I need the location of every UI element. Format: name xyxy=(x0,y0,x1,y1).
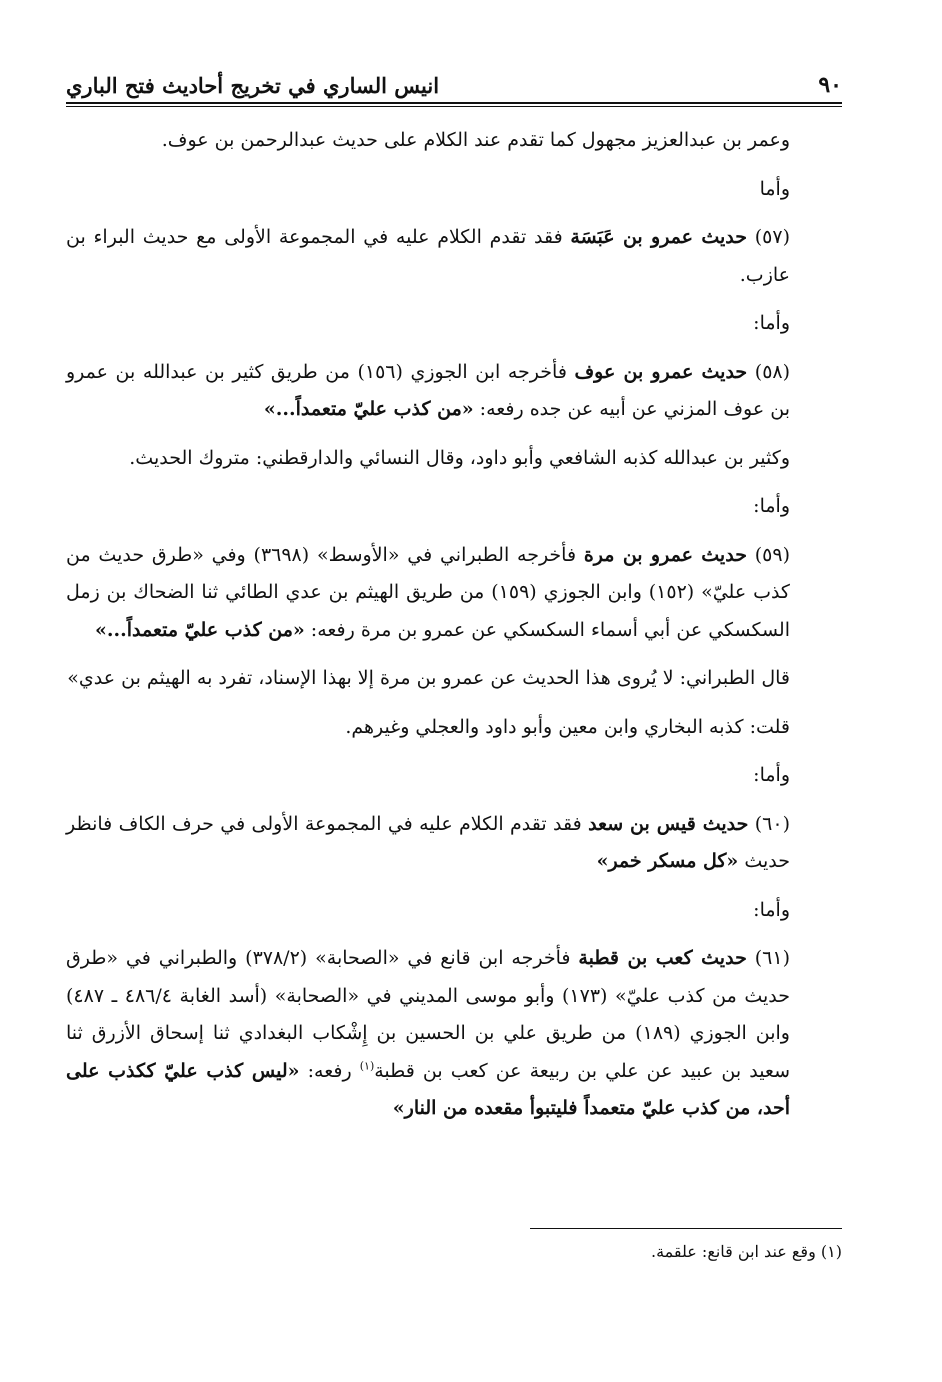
hadith-title: حديث قيس بن سعد xyxy=(588,812,749,835)
page-number: ٩٠ xyxy=(818,72,842,98)
paragraph-10: قلت: كذبه البخاري وابن معين وأبو داود والعجلي وغيرهم. xyxy=(345,715,790,738)
paragraph-8: (٥٩) حديث عمرو بن مرة فأخرجه الطبراني في «الأوسط» (٣٦٩٨) وفي «طرق حديث من كذب عليّ» (١٥٢) وابن الجوزي (١٥٩) من طريق الهيثم بن عدي الطائي ثنا الضحاك بن زمل السكسكي عن أبي أسماء السكسكي عن عمرو بن مرة رفعه: «من كذب عليّ متعمداً...» xyxy=(66,543,790,641)
paragraph-7: وأما: xyxy=(753,495,790,517)
paragraph-4: وأما: xyxy=(753,312,790,334)
paragraph-13: وأما: xyxy=(753,898,790,921)
book-title: انيس الساري في تخريج أحاديث فتح الباري xyxy=(66,73,440,98)
paragraph-3: (٥٧) حديث عمرو بن عَبَسَة فقد تقدم الكلام عليه في المجموعة الأولى مع حديث البراء بن عازب. xyxy=(66,226,791,286)
paragraph-14: (٦١) حديث كعب بن قطبة فأخرجه ابن قانع في «الصحابة» (٣٧٨/٢) والطبراني في «طرق حديث من كذب عليّ» (١٧٣) وأبو موسى المديني في «الصحابة» (أسد الغابة ٤٨٦/٤ ـ ٤٨٧) وابن الجوزي (١٨٩) من طريق علي بن الحسين بن إِشْكاب البغدادي ثنا إسحاق الأزرق ثنا سعيد بن عبيد عن علي بن ربيعة عن كعب بن قطبة$^{(١)}$ رفعه: «ليس كذب عليّ ككذب على أحد، من كذب عليّ متعمداً فليتبوأ مقعده من النار» xyxy=(66,947,791,1119)
hadith-title: حديث عمرو بن مرة xyxy=(583,543,747,566)
footnote-text: وقع عند ابن قانع: علقمة. xyxy=(650,1242,816,1261)
paragraph-2: وأما xyxy=(759,177,790,200)
hadith-text: «من كذب عليّ متعمداً...» xyxy=(94,618,305,641)
main-text xyxy=(66,122,842,1139)
hadith-text: «من كذب عليّ متعمداً...» xyxy=(263,398,474,420)
footnote xyxy=(66,1238,842,1266)
paragraph-6: وكثير بن عبدالله كذبه الشافعي وأبو داود، وقال النسائي والدارقطني: متروك الحديث. xyxy=(129,446,790,469)
hadith-title: حديث عمرو بن عوف xyxy=(574,360,748,383)
paragraph-12: (٦٠) حديث قيس بن سعد فقد تقدم الكلام عليه في المجموعة الأولى في حرف الكاف فانظر حديث «كل مسكر خمر» xyxy=(66,812,791,872)
paragraph-1: وعمر بن عبدالعزيز مجهول كما تقدم عند الكلام على حديث عبدالرحمن بن عوف. xyxy=(161,129,790,151)
hadith-title: حديث كعب بن قطبة xyxy=(578,947,747,969)
hadith-text: «كل مسكر خمر» xyxy=(596,850,739,872)
paragraph-9: قال الطبراني: لا يُروى هذا الحديث عن عمرو بن مرة إلا بهذا الإسناد، تفرد به الهيثم بن عدي» xyxy=(67,667,790,689)
header-rule xyxy=(66,106,842,107)
running-header xyxy=(66,56,842,104)
footnote-rule xyxy=(530,1228,842,1229)
footnote-ref: (١) xyxy=(359,1059,375,1073)
page xyxy=(66,56,842,1356)
paragraph-5: (٥٨) حديث عمرو بن عوف فأخرجه ابن الجوزي (١٥٦) من طريق كثير بن عبدالله بن عمرو بن عوف المزني عن أبيه عن جده رفعه: «من كذب عليّ متعمداً...» xyxy=(66,360,791,420)
paragraph-11: وأما: xyxy=(753,764,790,786)
footnote-marker: (١) xyxy=(820,1242,842,1261)
hadith-title: حديث عمرو بن عَبَسَة xyxy=(570,226,747,248)
hadith-text: «ليس كذب عليّ ككذب على أحد، من كذب عليّ متعمداً فليتبوأ مقعده من النار» xyxy=(66,1059,790,1119)
